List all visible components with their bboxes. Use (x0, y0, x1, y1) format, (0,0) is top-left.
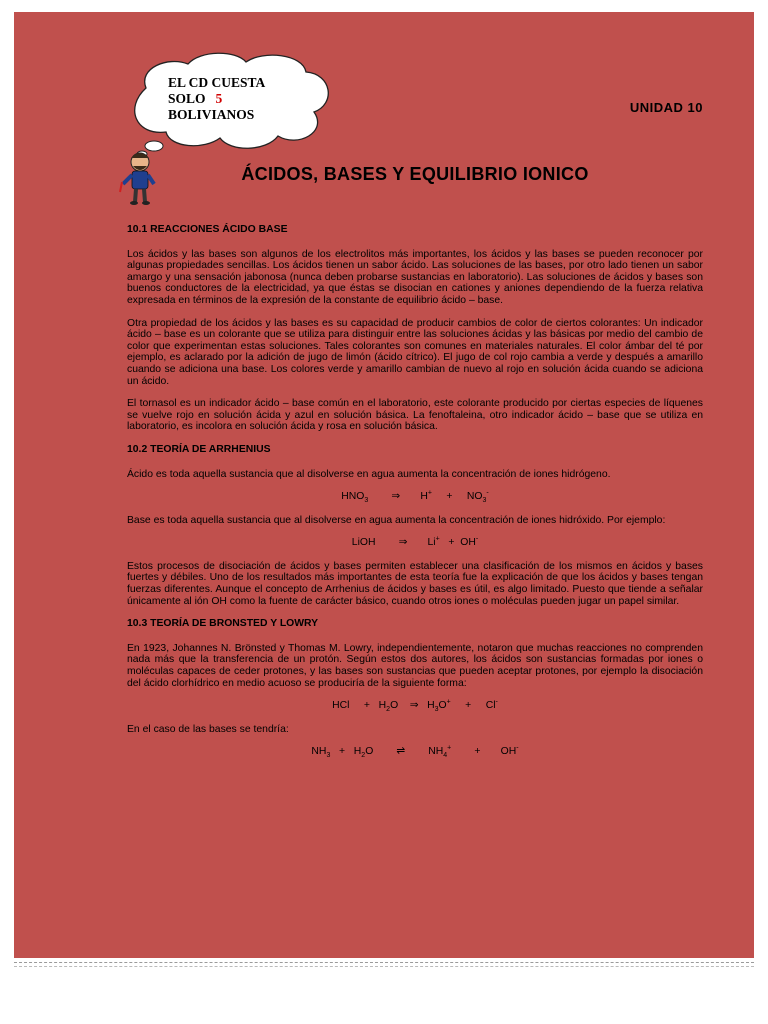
eq1-plus: + (446, 491, 453, 503)
section-1-paragraph-1: Los ácidos y las bases son algunos de los electrolitos más importantes, los ácidos y las bases se pueden reconocer por algunas propiedades sencillas. Los ácidos tienen un sabor ácido. Las soluciones de las bases, por otro lado tienen un sabor amargo y una sensación jabonosa (nunca deben probarse sustancias en laboratorio). Las soluciones de ácidos y bases son buenos conductores de la electricidad, ya que éstas se disocian en cationes y aniones dependiendo de la fuerza relativa expresada en términos de la expresión de la constante de equilibrio ácido – base. (127, 248, 703, 306)
eq2-reactant: LiOH (351, 537, 376, 549)
section-1-heading: 10.1 REACCIONES ÁCIDO BASE (127, 224, 288, 235)
eq2-arrow: ⇒ (398, 537, 408, 549)
equation-hcl (127, 700, 703, 712)
section-1-paragraph-2: Otra propiedad de los ácidos y las bases es su capacidad de producir cambios de color de ciertos colorantes: Un indicador ácido – base es un colorante que se utiliza para distinguir entre las soluciones ácidas y las básicas por medio del cambio de color que experimentan estas soluciones. Tales colorantes son comunes en materiales naturales. El color ámbar del té por ejemplo, es aclarado por la adición de jugo de limón (ácido cítrico). El jugo de col rojo cambia a verde y después a amarillo cuando se adiciona una base. Los colores verde y amarillo cambian de nuevo al rojo en solución ácida cuando se adiciona un ácido. (127, 317, 703, 387)
bubble-text (168, 75, 308, 119)
eq3-reactant-1: HCl (332, 700, 350, 712)
eq3-product-1: $H_3O^+$ (427, 698, 451, 714)
equation-nh3 (127, 746, 703, 758)
page-bottom-rule (14, 962, 754, 967)
eq4-arrow: ⇌ (396, 746, 406, 758)
bubble-line-3: BOLIVIANOS (168, 107, 255, 119)
eq1-product-1: H+ (420, 489, 432, 503)
eq2-product-2: OH- (460, 535, 479, 549)
bubble-line-1: EL CD CUESTA (168, 75, 266, 90)
cartoon-man-icon (118, 148, 160, 206)
eq4-plus-1: + (339, 746, 346, 758)
equation-hno3 (127, 491, 703, 503)
eq3-plus-1: + (363, 700, 370, 712)
eq3-plus-2: + (465, 700, 472, 712)
document-content (127, 224, 703, 770)
section-3-paragraph-1: En 1923, Johannes N. Brönsted y Thomas M. Lowry, independientemente, notaron que muchas reacciones no comprenden nada más que la transferencia de un protón. Según estos dos autores, los ácidos son sustancias formadas por iones o moléculas capaces de ceder protones, y las bases son sustancias que pueden aceptar protones, por ejemplo la disociación del ácido clorhídrico en medio acuoso se produciría de la siguiente forma: (127, 642, 703, 689)
eq4-plus-2: + (474, 746, 481, 758)
page-title: ÁCIDOS, BASES Y EQUILIBRIO IONICO (241, 164, 589, 184)
section-2-paragraph-2: Base es toda aquella sustancia que al disolverse en agua aumenta la concentración de iones hidróxido. Por ejemplo: (127, 514, 666, 526)
eq3-reactant-2: $H_2O$ (378, 700, 399, 714)
bubble-price: 5 (215, 91, 223, 106)
section-1-paragraph-3: El tornasol es un indicador ácido – base común en el laboratorio, este colorante producido por ciertas especies de líquenes se vuelve rojo en solución ácida y azul en solución básica. La fenoftaleina, otro indicador ácido – base que se utiliza en laboratorio, es incolora en solución ácida y rosa en solución básica. (127, 398, 703, 433)
section-3-heading: 10.3 TEORÍA DE BRONSTED Y LOWRY (127, 618, 319, 630)
eq2-product-1: Li+ (427, 535, 440, 549)
bubble-line-2-prefix: SOLO (168, 91, 206, 106)
eq4-product-1: $NH_4^+$ (428, 744, 452, 760)
section-2-paragraph-1: Ácido es toda aquella sustancia que al disolverse en agua aumenta la concentración de iones hidrógeno. (127, 468, 611, 480)
eq4-reactant-2: $H_2O$ (353, 746, 374, 760)
eq1-arrow: ⇒ (391, 491, 401, 503)
eq4-reactant-1: $NH_3$ (311, 746, 331, 760)
equation-lioh (127, 537, 703, 549)
section-2-heading: 10.2 TEORÍA DE ARRHENIUS (127, 443, 271, 455)
section-3-paragraph-2: En el caso de las bases se tendría: (127, 723, 289, 735)
eq3-arrow: ⇒ (409, 700, 419, 712)
unit-label: UNIDAD 10 (629, 100, 703, 115)
eq4-product-2: OH- (500, 744, 519, 758)
eq3-product-2: Cl- (485, 698, 498, 712)
eq2-plus: + (448, 537, 455, 549)
eq1-reactant: $HNO_3$ (341, 491, 369, 505)
eq1-product-2: $NO_3^-$ (466, 489, 489, 505)
section-2-paragraph-3: Estos procesos de disociación de ácidos y bases permiten establecer una clasificación de los mismos en ácidos y bases fuertes y débiles. Uno de los resultados más importantes de esta teoría fue la explicación de que los ácidos y bases tengan fuerzas diferentes. Aunque el concepto de Arrhenius de ácidos y bases es útil, es algo limitado. Puesto que tiende a señalar únicamente al ión OH como la fuente de carácter básico, cuando otros iones o moléculas pueden jugar un papel similar. (127, 560, 703, 607)
